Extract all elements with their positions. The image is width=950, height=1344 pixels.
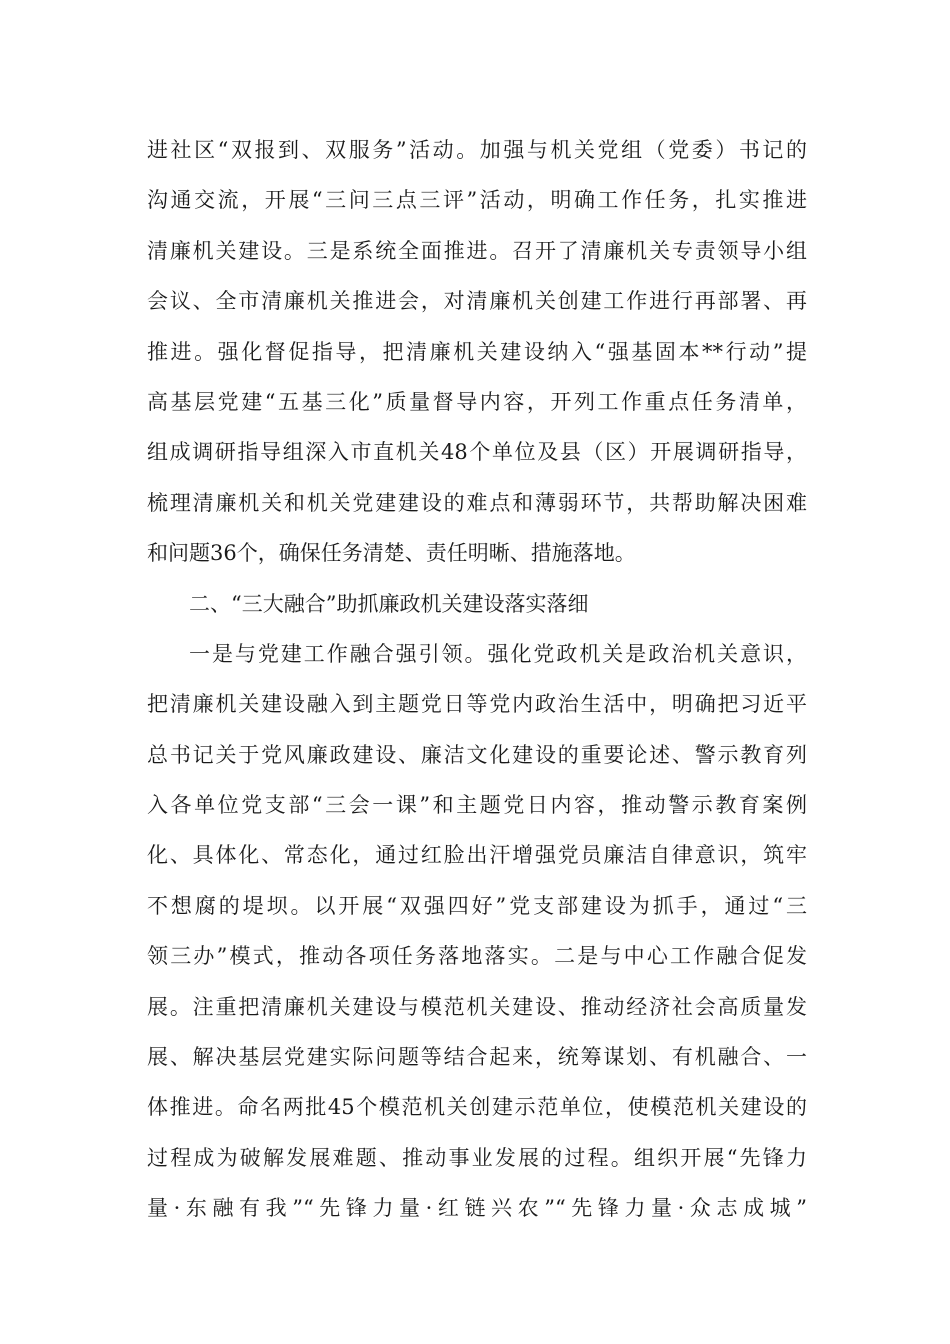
- text-line: 进社区“双报到、双服务”活动。加强与机关党组（党委）书记的: [147, 138, 807, 162]
- text-line: 入各单位党支部“三会一课”和主题党日内容，推动警示教育案例: [147, 793, 807, 818]
- text-line: 展、解决基层党建实际问题等结合起来，统筹谋划、有机融合、一: [147, 1045, 807, 1070]
- text-line: 高基层党建“五基三化”质量督导内容，开列工作重点任务清单，: [147, 389, 807, 414]
- section-heading: 二、“三大融合”助抓廉政机关建设落实落细: [189, 591, 589, 616]
- text-line: 领三办”模式，推动各项任务落地落实。二是与中心工作融合促发: [147, 944, 807, 969]
- text-line: 化、具体化、常态化，通过红脸出汗增强党员廉洁自律意识，筑牢: [147, 843, 807, 868]
- text-line: 沟通交流，开展“三问三点三评”活动，明确工作任务，扎实推进: [147, 188, 807, 213]
- text-line: 组成调研指导组深入市直机关48个单位及县（区）开展调研指导，: [147, 440, 807, 465]
- text-line: 过程成为破解发展难题、推动事业发展的过程。组织开展“先锋力: [147, 1145, 807, 1170]
- text-line: 不想腐的堤坝。以开展“双强四好”党支部建设为抓手，通过“三: [147, 893, 807, 918]
- text-line: 展。注重把清廉机关建设与模范机关建设、推动经济社会高质量发: [147, 994, 807, 1019]
- text-line: 总书记关于党风廉政建设、廉洁文化建设的重要论述、警示教育列: [147, 742, 807, 767]
- text-line: 一是与党建工作融合强引领。强化党政机关是政治机关意识，: [189, 641, 807, 666]
- text-line: 和问题36个，确保任务清楚、责任明晰、措施落地。: [147, 541, 636, 566]
- text-line: 推进。强化督促指导，把清廉机关建设纳入“强基固本**行动”提: [147, 339, 807, 364]
- text-line: 梳理清廉机关和机关党建建设的难点和薄弱环节，共帮助解决困难: [147, 490, 807, 515]
- text-line: 把清廉机关建设融入到主题党日等党内政治生活中，明确把习近平: [147, 692, 807, 717]
- text-line: 会议、全市清廉机关推进会，对清廉机关创建工作进行再部署、再: [147, 289, 807, 314]
- text-line: 量·东融有我”“先锋力量·红链兴农”“先锋力量·众志成城”: [147, 1196, 807, 1221]
- body-text: [147, 125, 807, 1234]
- text-line: 清廉机关建设。三是系统全面推进。召开了清廉机关专责领导小组: [147, 238, 807, 263]
- text-line: 体推进。命名两批45个模范机关创建示范单位，使模范机关建设的: [147, 1095, 807, 1120]
